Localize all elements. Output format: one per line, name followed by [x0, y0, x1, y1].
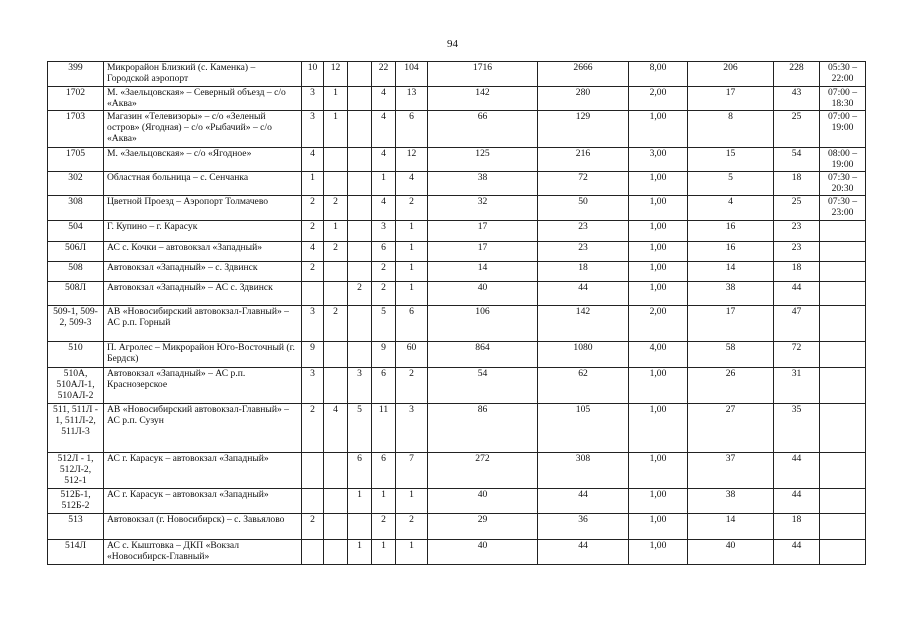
value-col-1: 4: [302, 148, 324, 172]
value-col-2: [324, 172, 348, 196]
value-col-9: 38: [688, 282, 774, 306]
value-col-9: 37: [688, 453, 774, 489]
value-col-8: 1,00: [629, 262, 688, 282]
value-col-7: 308: [538, 453, 629, 489]
value-col-7: 44: [538, 540, 629, 565]
value-col-7: 62: [538, 368, 629, 404]
value-col-7: 44: [538, 282, 629, 306]
value-col-1: 3: [302, 368, 324, 404]
route-name: Микрорайон Близкий (с. Каменка) – Городской аэропорт: [104, 62, 302, 87]
value-col-7: 280: [538, 87, 629, 111]
value-col-4: 22: [372, 62, 396, 87]
value-col-10: 47: [774, 306, 820, 342]
value-col-4: 1: [372, 540, 396, 565]
value-col-6: 14: [428, 262, 538, 282]
operating-hours: [820, 242, 866, 262]
value-col-4: 4: [372, 87, 396, 111]
value-col-8: 1,00: [629, 489, 688, 514]
value-col-8: 2,00: [629, 87, 688, 111]
value-col-8: 1,00: [629, 172, 688, 196]
value-col-4: 3: [372, 221, 396, 242]
route-number: 504: [48, 221, 104, 242]
value-col-9: 26: [688, 368, 774, 404]
operating-hours: [820, 404, 866, 453]
value-col-1: 1: [302, 172, 324, 196]
value-col-7: 18: [538, 262, 629, 282]
table-row: [48, 148, 866, 172]
route-number: 512Б-1, 512Б-2: [48, 489, 104, 514]
value-col-2: 4: [324, 404, 348, 453]
value-col-3: 1: [348, 489, 372, 514]
table-row: [48, 489, 866, 514]
value-col-4: 1: [372, 489, 396, 514]
table-row: [48, 221, 866, 242]
operating-hours: [820, 514, 866, 540]
value-col-4: 4: [372, 196, 396, 221]
value-col-2: [324, 368, 348, 404]
value-col-6: 106: [428, 306, 538, 342]
value-col-7: 50: [538, 196, 629, 221]
value-col-1: 4: [302, 242, 324, 262]
table-row: [48, 342, 866, 368]
value-col-7: 1080: [538, 342, 629, 368]
value-col-1: 2: [302, 262, 324, 282]
table-row: [48, 262, 866, 282]
value-col-8: 1,00: [629, 221, 688, 242]
routes-table-body: [48, 62, 866, 565]
value-col-2: [324, 342, 348, 368]
value-col-3: 1: [348, 540, 372, 565]
value-col-10: 18: [774, 172, 820, 196]
value-col-5: 2: [396, 368, 428, 404]
value-col-1: [302, 540, 324, 565]
table-row: [48, 540, 866, 565]
value-col-4: 6: [372, 453, 396, 489]
value-col-7: 216: [538, 148, 629, 172]
table-row: [48, 514, 866, 540]
value-col-1: [302, 489, 324, 514]
value-col-6: 40: [428, 489, 538, 514]
value-col-10: 44: [774, 453, 820, 489]
value-col-10: 25: [774, 111, 820, 148]
value-col-10: 44: [774, 540, 820, 565]
value-col-6: 864: [428, 342, 538, 368]
value-col-3: [348, 262, 372, 282]
value-col-1: 9: [302, 342, 324, 368]
route-number: 508: [48, 262, 104, 282]
value-col-3: [348, 306, 372, 342]
value-col-10: 31: [774, 368, 820, 404]
route-name: АВ «Новосибирский автовокзал-Главный» – АС р.п. Горный: [104, 306, 302, 342]
value-col-3: [348, 172, 372, 196]
operating-hours: [820, 221, 866, 242]
route-name: АВ «Новосибирский автовокзал-Главный» – АС р.п. Сузун: [104, 404, 302, 453]
value-col-5: 2: [396, 514, 428, 540]
value-col-1: 3: [302, 306, 324, 342]
value-col-3: [348, 62, 372, 87]
value-col-2: 12: [324, 62, 348, 87]
route-name: АС с. Кочки – автовокзал «Западный»: [104, 242, 302, 262]
value-col-3: [348, 242, 372, 262]
value-col-2: 1: [324, 221, 348, 242]
value-col-10: 228: [774, 62, 820, 87]
value-col-2: [324, 282, 348, 306]
route-number: 510: [48, 342, 104, 368]
value-col-6: 125: [428, 148, 538, 172]
value-col-9: 17: [688, 87, 774, 111]
value-col-7: 36: [538, 514, 629, 540]
value-col-10: 35: [774, 404, 820, 453]
value-col-6: 86: [428, 404, 538, 453]
operating-hours: [820, 282, 866, 306]
route-name: Цветной Проезд – Аэропорт Толмачево: [104, 196, 302, 221]
route-name: Г. Купино – г. Карасук: [104, 221, 302, 242]
value-col-10: 44: [774, 282, 820, 306]
value-col-10: 72: [774, 342, 820, 368]
value-col-2: 1: [324, 87, 348, 111]
value-col-9: 206: [688, 62, 774, 87]
table-row: [48, 368, 866, 404]
operating-hours: [820, 306, 866, 342]
route-number: 1702: [48, 87, 104, 111]
value-col-10: 44: [774, 489, 820, 514]
value-col-3: [348, 221, 372, 242]
value-col-2: [324, 148, 348, 172]
value-col-9: 17: [688, 306, 774, 342]
route-number: 399: [48, 62, 104, 87]
value-col-2: 1: [324, 111, 348, 148]
value-col-2: [324, 262, 348, 282]
route-number: 1703: [48, 111, 104, 148]
value-col-2: 2: [324, 196, 348, 221]
value-col-7: 142: [538, 306, 629, 342]
table-row: [48, 404, 866, 453]
value-col-10: 43: [774, 87, 820, 111]
value-col-6: 142: [428, 87, 538, 111]
value-col-1: [302, 282, 324, 306]
value-col-5: 3: [396, 404, 428, 453]
page-number: 94: [447, 38, 458, 50]
value-col-4: 4: [372, 148, 396, 172]
value-col-8: 8,00: [629, 62, 688, 87]
value-col-8: 1,00: [629, 282, 688, 306]
value-col-6: 1716: [428, 62, 538, 87]
value-col-2: 2: [324, 306, 348, 342]
value-col-5: 1: [396, 282, 428, 306]
route-name: М. «Заельцовская» – с/о «Ягодное»: [104, 148, 302, 172]
value-col-1: 2: [302, 221, 324, 242]
route-number: 506Л: [48, 242, 104, 262]
value-col-1: 10: [302, 62, 324, 87]
table-row: [48, 242, 866, 262]
value-col-4: 11: [372, 404, 396, 453]
value-col-9: 14: [688, 262, 774, 282]
route-number: 513: [48, 514, 104, 540]
value-col-1: [302, 453, 324, 489]
value-col-9: 58: [688, 342, 774, 368]
value-col-6: 17: [428, 221, 538, 242]
table-row: [48, 282, 866, 306]
value-col-9: 16: [688, 221, 774, 242]
value-col-9: 40: [688, 540, 774, 565]
value-col-5: 4: [396, 172, 428, 196]
value-col-5: 1: [396, 540, 428, 565]
value-col-3: 6: [348, 453, 372, 489]
route-number: 308: [48, 196, 104, 221]
value-col-8: 1,00: [629, 242, 688, 262]
value-col-10: 23: [774, 221, 820, 242]
value-col-3: [348, 87, 372, 111]
route-name: Автовокзал (г. Новосибирск) – с. Завьялово: [104, 514, 302, 540]
value-col-10: 54: [774, 148, 820, 172]
value-col-1: 2: [302, 196, 324, 221]
operating-hours: 07:30 – 20:30: [820, 172, 866, 196]
value-col-6: 40: [428, 282, 538, 306]
value-col-6: 40: [428, 540, 538, 565]
table-row: [48, 111, 866, 148]
operating-hours: [820, 262, 866, 282]
value-col-4: 4: [372, 111, 396, 148]
route-number: 512Л - 1, 512Л-2, 512-1: [48, 453, 104, 489]
route-name: Магазин «Телевизоры» – с/о «Зеленый остров» (Ягодная) – с/о «Рыбачий» – с/о «Аква»: [104, 111, 302, 148]
route-name: Автовокзал «Западный» – АС р.п. Краснозерское: [104, 368, 302, 404]
value-col-8: 1,00: [629, 368, 688, 404]
table-row: [48, 453, 866, 489]
value-col-9: 15: [688, 148, 774, 172]
value-col-5: 60: [396, 342, 428, 368]
route-name: АС с. Кыштовка – ДКП «Вокзал «Новосибирск-Главный»: [104, 540, 302, 565]
value-col-3: [348, 342, 372, 368]
route-name: Автовокзал «Западный» – АС с. Здвинск: [104, 282, 302, 306]
value-col-7: 23: [538, 242, 629, 262]
value-col-9: 14: [688, 514, 774, 540]
value-col-3: [348, 196, 372, 221]
value-col-5: 104: [396, 62, 428, 87]
operating-hours: 07:00 – 18:30: [820, 87, 866, 111]
value-col-2: [324, 514, 348, 540]
operating-hours: 08:00 – 19:00: [820, 148, 866, 172]
value-col-5: 1: [396, 242, 428, 262]
value-col-5: 12: [396, 148, 428, 172]
value-col-6: 272: [428, 453, 538, 489]
value-col-4: 5: [372, 306, 396, 342]
value-col-10: 25: [774, 196, 820, 221]
value-col-5: 2: [396, 196, 428, 221]
value-col-10: 23: [774, 242, 820, 262]
table-row: [48, 87, 866, 111]
value-col-2: [324, 453, 348, 489]
value-col-5: 1: [396, 221, 428, 242]
value-col-8: 1,00: [629, 540, 688, 565]
value-col-4: 2: [372, 262, 396, 282]
value-col-6: 17: [428, 242, 538, 262]
value-col-6: 38: [428, 172, 538, 196]
value-col-6: 29: [428, 514, 538, 540]
table-row: [48, 196, 866, 221]
value-col-8: 1,00: [629, 196, 688, 221]
route-number: 511, 511Л - 1, 511Л-2, 511Л-3: [48, 404, 104, 453]
value-col-10: 18: [774, 262, 820, 282]
value-col-8: 1,00: [629, 514, 688, 540]
route-number: 1705: [48, 148, 104, 172]
value-col-9: 4: [688, 196, 774, 221]
value-col-2: 2: [324, 242, 348, 262]
value-col-7: 2666: [538, 62, 629, 87]
value-col-7: 105: [538, 404, 629, 453]
operating-hours: [820, 489, 866, 514]
route-number: 302: [48, 172, 104, 196]
value-col-3: 2: [348, 282, 372, 306]
value-col-5: 6: [396, 306, 428, 342]
value-col-10: 18: [774, 514, 820, 540]
route-name: Автовокзал «Западный» – с. Здвинск: [104, 262, 302, 282]
value-col-4: 6: [372, 242, 396, 262]
value-col-9: 27: [688, 404, 774, 453]
value-col-8: 2,00: [629, 306, 688, 342]
routes-table: [47, 61, 866, 565]
table-row: [48, 172, 866, 196]
route-name: П. Агролес – Микрорайон Юго-Восточный (г. Бердск): [104, 342, 302, 368]
value-col-1: 3: [302, 87, 324, 111]
value-col-5: 13: [396, 87, 428, 111]
value-col-7: 72: [538, 172, 629, 196]
route-name: Областная больница – с. Сенчанка: [104, 172, 302, 196]
value-col-5: 6: [396, 111, 428, 148]
value-col-7: 44: [538, 489, 629, 514]
value-col-4: 2: [372, 514, 396, 540]
value-col-9: 38: [688, 489, 774, 514]
value-col-1: 3: [302, 111, 324, 148]
value-col-8: 1,00: [629, 111, 688, 148]
value-col-9: 8: [688, 111, 774, 148]
value-col-8: 1,00: [629, 453, 688, 489]
value-col-4: 1: [372, 172, 396, 196]
value-col-1: 2: [302, 514, 324, 540]
value-col-9: 5: [688, 172, 774, 196]
value-col-4: 2: [372, 282, 396, 306]
value-col-3: [348, 514, 372, 540]
value-col-4: 6: [372, 368, 396, 404]
route-number: 509-1, 509-2, 509-3: [48, 306, 104, 342]
route-name: АС г. Карасук – автовокзал «Западный»: [104, 489, 302, 514]
value-col-5: 1: [396, 489, 428, 514]
operating-hours: [820, 453, 866, 489]
operating-hours: 07:00 – 19:00: [820, 111, 866, 148]
value-col-2: [324, 489, 348, 514]
value-col-3: 3: [348, 368, 372, 404]
operating-hours: 07:30 – 23:00: [820, 196, 866, 221]
value-col-9: 16: [688, 242, 774, 262]
operating-hours: [820, 368, 866, 404]
route-number: 508Л: [48, 282, 104, 306]
value-col-5: 1: [396, 262, 428, 282]
route-name: АС г. Карасук – автовокзал «Западный»: [104, 453, 302, 489]
table-row: [48, 62, 866, 87]
operating-hours: 05:30 – 22:00: [820, 62, 866, 87]
value-col-7: 129: [538, 111, 629, 148]
value-col-1: 2: [302, 404, 324, 453]
value-col-4: 9: [372, 342, 396, 368]
value-col-8: 4,00: [629, 342, 688, 368]
table-row: [48, 306, 866, 342]
value-col-7: 23: [538, 221, 629, 242]
route-number: 510А, 510АЛ-1, 510АЛ-2: [48, 368, 104, 404]
value-col-3: [348, 148, 372, 172]
value-col-6: 66: [428, 111, 538, 148]
value-col-3: [348, 111, 372, 148]
value-col-5: 7: [396, 453, 428, 489]
value-col-8: 3,00: [629, 148, 688, 172]
route-name: М. «Заельцовская» – Северный объезд – с/о «Аква»: [104, 87, 302, 111]
operating-hours: [820, 342, 866, 368]
value-col-2: [324, 540, 348, 565]
route-number: 514Л: [48, 540, 104, 565]
value-col-8: 1,00: [629, 404, 688, 453]
value-col-6: 54: [428, 368, 538, 404]
value-col-6: 32: [428, 196, 538, 221]
value-col-3: 5: [348, 404, 372, 453]
operating-hours: [820, 540, 866, 565]
